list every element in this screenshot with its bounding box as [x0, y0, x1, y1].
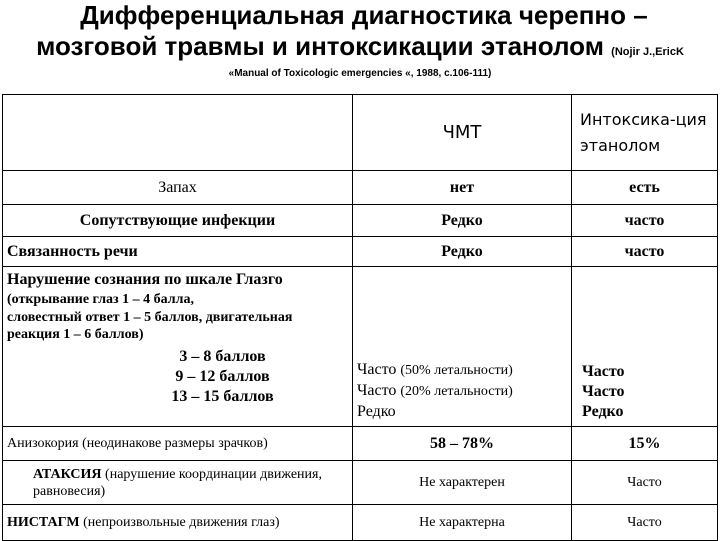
glasgow-title-text: Нарушение сознания по шкале Глазго — [7, 271, 283, 288]
nystagmus-desc: (непроизвольные движения глаз) — [83, 514, 280, 530]
table-row — [3, 427, 718, 461]
glasgow-tbi-1-note: (50% летальности) — [400, 363, 513, 378]
cell-glasgow-tbi — [353, 267, 572, 427]
table-header-row — [3, 95, 718, 171]
ataxia-term: АТАКСИЯ — [33, 466, 102, 482]
table-row — [3, 205, 718, 237]
title-line-2 — [0, 31, 720, 68]
cell-ataxia-tbi: Не характерен — [353, 461, 572, 505]
title-line-1: Дифференциальная диагностика черепно – — [80, 0, 648, 30]
ataxia-desc: (нарушение координации движения, равновесия) — [33, 466, 322, 499]
header-ethanol: Интоксика-ция этанолом — [572, 95, 718, 171]
cell-infections-ethanol: часто — [572, 205, 718, 237]
cell-glasgow-ethanol — [572, 267, 718, 427]
cell-smell-tbi: нет — [353, 171, 572, 205]
nystagmus-term: НИСТАГМ — [7, 514, 80, 530]
header-tbi: ЧМТ — [353, 95, 572, 171]
row-label-smell: Запах — [3, 171, 353, 205]
cell-infections-tbi: Редко — [353, 205, 572, 237]
glasgow-tbi-3: Редко — [357, 403, 396, 420]
table-row — [3, 461, 718, 505]
glasgow-tbi-2-note: (20% летальности) — [400, 384, 513, 399]
table-row — [3, 505, 718, 541]
title-citation: (Nojir J.,EricK — [611, 46, 684, 58]
row-label-speech: Связанность речи — [3, 237, 353, 267]
row-label-anisocoria: Анизокория (неодинакове размеры зрачков) — [3, 427, 353, 461]
cell-speech-ethanol: часто — [572, 237, 718, 267]
glasgow-eth-1: Часто — [582, 363, 625, 380]
cell-anisocoria-ethanol: 15% — [572, 427, 718, 461]
cell-smell-ethanol: есть — [572, 171, 718, 205]
header-empty-cell — [3, 95, 353, 171]
glasgow-score-3: 13 – 15 баллов — [171, 388, 274, 405]
glasgow-tbi-1 — [357, 360, 567, 381]
glasgow-note-inline: (открывание глаз 1 – 4 балла, — [7, 292, 195, 307]
source-subtitle: «Manual of Toxicologic emergencies «, 1988, c.106-111) — [228, 68, 492, 79]
cell-anisocoria-tbi: 58 – 78% — [353, 427, 572, 461]
row-label-glasgow — [3, 267, 353, 427]
glasgow-note: словестный ответ 1 – 5 баллов, двигательная реакция 1 – 6 баллов) — [7, 310, 293, 342]
table-row — [3, 171, 718, 205]
cell-speech-tbi: Редко — [353, 237, 572, 267]
row-label-infections: Сопутствующие инфекции — [3, 205, 353, 237]
glasgow-tbi-2-word: Часто — [357, 382, 397, 399]
cell-ataxia-ethanol: Часто — [572, 461, 718, 505]
glasgow-tbi-2 — [357, 381, 567, 402]
row-label-ataxia — [3, 461, 353, 505]
glasgow-title — [7, 270, 348, 309]
glasgow-scores — [7, 347, 348, 407]
glasgow-eth-2: Часто — [582, 383, 625, 400]
page-title — [0, 0, 720, 68]
differential-table — [2, 94, 718, 541]
glasgow-score-1: 3 – 8 баллов — [179, 348, 266, 365]
cell-nystagmus-tbi: Не характерна — [353, 505, 572, 541]
glasgow-eth-3: Редко — [582, 403, 624, 420]
cell-nystagmus-ethanol: Часто — [572, 505, 718, 541]
table-row — [3, 237, 718, 267]
table-row — [3, 267, 718, 427]
title-line-2-text: мозговой травмы и интоксикации этанолом — [36, 31, 604, 61]
row-label-nystagmus — [3, 505, 353, 541]
glasgow-score-2: 9 – 12 баллов — [175, 368, 270, 385]
glasgow-tbi-1-word: Часто — [357, 361, 397, 378]
